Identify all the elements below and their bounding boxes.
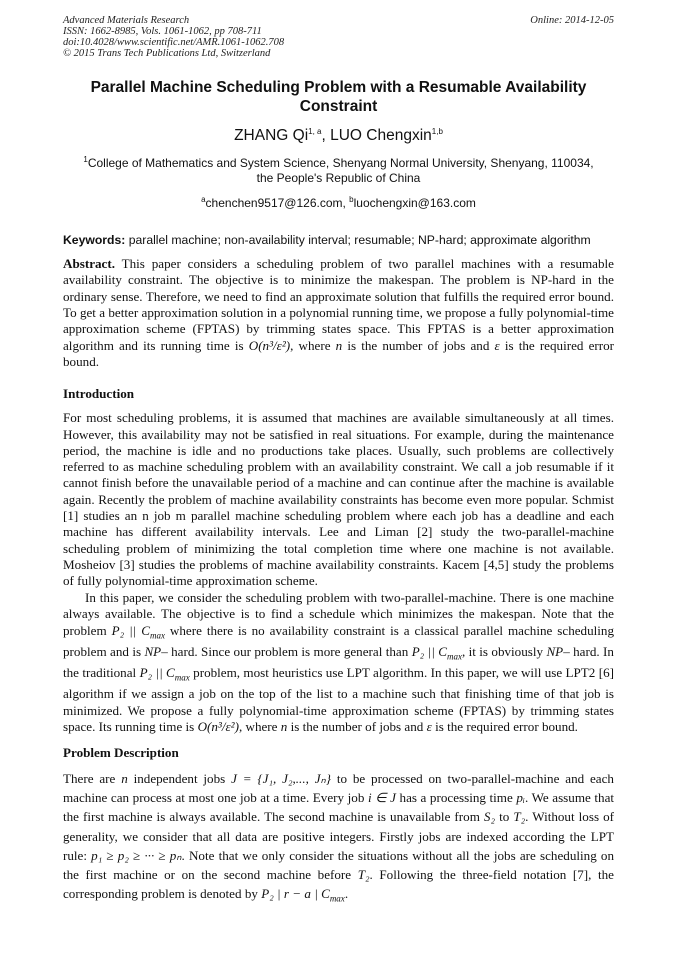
keywords	[63, 233, 614, 247]
paragraph-text: . Following the three-field notation [7], the corresponding problem is denoted by	[63, 867, 614, 902]
abstract-text: is the number of jobs and	[347, 337, 490, 353]
math-formula: P₂ || $C_{max}$	[139, 665, 190, 683]
math-var: S₂	[483, 809, 496, 825]
math-var: n	[280, 719, 288, 735]
section-heading-introduction: Introduction	[63, 386, 135, 402]
paragraph-text: In this paper, we consider the scheduling problem with two-parallel-machine. There is one machine always available. The objective is to find a schedule which minimizes the makespan. Note that the problem	[63, 589, 614, 638]
math-var: NP	[144, 643, 162, 659]
problem-paragraph	[63, 769, 614, 909]
title-line-1: Parallel Machine Scheduling Problem with a Resumable Availability	[90, 79, 587, 96]
complexity-formula: O(n³/ε²)	[197, 719, 239, 735]
abstract-label: Abstract.	[63, 256, 115, 272]
abstract-text: , where	[290, 337, 331, 353]
paragraph-text: problem, most heuristics use LPT algorithm. In this paper, we will use LPT2 [6] algorithm if we assign a job on the top of the list to a machine such that finishing time of that job is minimized. We propose a fully polynomial-time approximation scheme (FPTAS) by trimming states space. Its running time is	[63, 665, 614, 735]
paper-page	[63, 15, 614, 909]
affiliation	[63, 153, 614, 185]
math-var: n	[121, 771, 128, 787]
paragraph-text: – hard. Since our problem is more general than	[161, 643, 409, 659]
math-formula: i ∈ J	[367, 790, 396, 806]
author-list	[63, 123, 614, 145]
paragraph-text: .	[344, 886, 349, 902]
abstract	[63, 256, 614, 370]
paragraph-text: – hard. In the traditional	[63, 643, 614, 681]
math-var: ε	[426, 719, 432, 735]
intro-paragraph-1: For most scheduling problems, it is assumed that machines are available simultaneously at all times. However, this availability may not be satisfied in real situations. For example, during the maintenance period, the machine is idle and no productions take places. Usually, such problems are collectively referred to as machine scheduling problem with an availability constraint. We call a job resumable if it cannot finish before the unavailable period of a machine and can continue after the machine is available again. Recently the problem of machine availability constraints has become even more popular. Schmist [1] studies an n job m parallel machine scheduling problem where each job has a deadline and each machine has different availability intervals. Lee and Liman [2] study the two-parallel-machine scheduling problem of minimizing the total completion time where one machine is not available. Mosheiov [3] studies the problems of machine availability constraints. Kacem [4,5] study the problems of fully polynomial-time approximation scheme.	[63, 410, 614, 589]
math-var: pᵢ	[516, 790, 525, 806]
doi-line: doi:10.4028/www.scientific.net/AMR.1061-1062.708	[63, 37, 285, 48]
paper-title	[63, 78, 614, 116]
affiliation-sup: 1	[83, 155, 88, 165]
paragraph-text: . We assume that the first machine is always available. The second machine is unavailable from	[63, 790, 615, 825]
author-sup: 1, a	[308, 127, 322, 136]
email-sup: b	[349, 195, 354, 205]
intro-paragraph-2	[63, 590, 614, 737]
keywords-label: Keywords:	[63, 233, 126, 248]
affiliation-line-1: College of Mathematics and System Science, Shenyang Normal University, Shenyang, 110034,	[87, 156, 594, 171]
paragraph-text: . Note that we only consider the situations without all the jobs are scheduling on the first machine or on the second machine before	[63, 847, 615, 883]
paragraph-text: independent jobs	[133, 771, 226, 787]
paragraph-text: where there is no availability constraint is a classical parallel machine scheduling problem and is	[63, 622, 615, 659]
author-sup: 1,b	[431, 127, 443, 136]
author-separator: ,	[321, 127, 331, 145]
math-var: T₂	[357, 867, 370, 883]
complexity-formula: O(n³/ε²)	[248, 337, 291, 353]
journal-header	[63, 15, 614, 59]
author-emails: $^a$chenchen9517@126.com, $^b$luochengxin@163.com	[201, 195, 476, 211]
paragraph-text: is the number of jobs and	[290, 719, 424, 735]
title-line-2: Constraint	[299, 98, 378, 115]
email-link[interactable]: luochengxin@163.com	[353, 196, 476, 211]
math-var: T₂	[513, 809, 526, 825]
journal-name: Advanced Materials Research	[63, 15, 190, 26]
copyright-line: © 2015 Trans Tech Publications Ltd, Switzerland	[63, 48, 271, 59]
math-formula: P₂ | r − a | $C_{max}$	[261, 886, 345, 904]
keywords-text: parallel machine; non-availability interval; resumable; NP-hard; approximate algorithm	[128, 233, 591, 248]
author-name: LUO Chengxin	[330, 127, 432, 145]
paragraph-text: to be processed on two-parallel-machine and each machine can process at most one job at a time. Every job	[63, 771, 614, 806]
math-formula: P₂ || $C_{max}$	[111, 622, 165, 641]
math-formula: P₂ || $C_{max}$	[411, 643, 462, 662]
paragraph-text: to	[499, 809, 510, 825]
section-heading-problem-description: Problem Description	[63, 745, 179, 761]
paragraph-text: , where	[238, 719, 278, 735]
online-date: Online: 2014-12-05	[530, 15, 614, 26]
paragraph-text: is the required error bound.	[435, 719, 578, 735]
paragraph-text: , it is obviously	[461, 643, 544, 659]
issn-line: ISSN: 1662-8985, Vols. 1061-1062, pp 708-711	[63, 26, 262, 37]
math-formula: p₁ ≥ p₂ ≥ ··· ≥ pₙ	[91, 847, 182, 863]
math-var: ε	[494, 337, 500, 353]
email-link[interactable]: chenchen9517@126.com	[205, 196, 343, 211]
affiliation-line-2: the People's Republic of China	[256, 170, 421, 185]
abstract-text: is the required error bound.	[63, 337, 615, 369]
email-sup: a	[201, 195, 206, 205]
paragraph-text: There are	[63, 771, 116, 787]
author-name: ZHANG Qi	[234, 127, 309, 145]
math-var: n	[335, 337, 343, 353]
paragraph-text: has a processing time	[399, 790, 513, 806]
paragraph-text: . Without loss of generality, we consider that all data are positive integers. Firstly jobs are indexed according the LPT rule:	[63, 809, 614, 863]
abstract-text: This paper considers a scheduling problem of two parallel machines with a resumable availability constraint. The objective is to minimize the makespan. The problem is NP-hard in the ordinary sense. Therefore, we need to find an approximate solution that fulfills the required error bound. To get a better approximation solution in a polynomial running time, we propose a fully polynomial-time approximation scheme (FPTAS) by trimming states space. This FPTAS is a better approximation algorithm and its running time is	[63, 256, 614, 353]
math-formula: J = {J₁, J₂,..., Jₙ}	[231, 771, 331, 787]
math-var: NP	[546, 643, 564, 659]
